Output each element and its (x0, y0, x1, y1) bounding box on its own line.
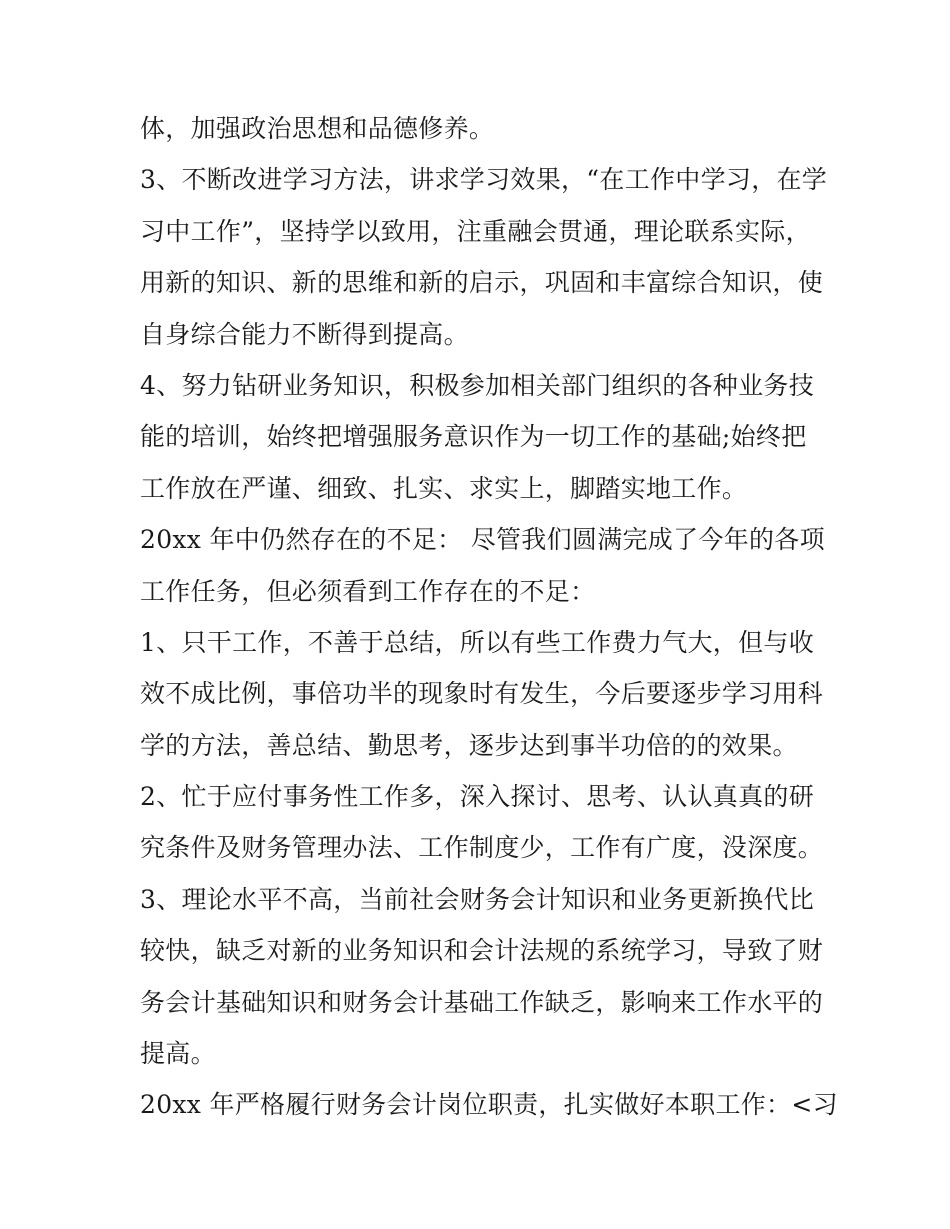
text-line: 提高。 (140, 1039, 216, 1069)
text-line: 用新的知识、新的思维和新的启示，巩固和丰富综合知识，使 (140, 268, 824, 298)
text-line: 工作放在严谨、细致、扎实、求实上，脚踏实地工作。 (140, 473, 748, 503)
text-line: 体，加强政治思想和品德修养。 (140, 114, 495, 143)
text-line: 20xx 年中仍然存在的不足： 尽管我们圆满完成了今年的各项 (140, 525, 825, 555)
text-line: 能的培训，始终把增强服务意识作为一切工作的基础;始终把 (140, 422, 807, 452)
text-line: 学的方法，善总结、勤思考，逐步达到事半功倍的的效果。 (140, 730, 798, 760)
text-line: 3、理论水平不高，当前社会财务会计知识和业务更新换代比 (140, 884, 815, 914)
text-line: 1、只干工作，不善于总结，所以有些工作费力气大，但与收 (140, 627, 815, 657)
text-line: 效不成比例，事倍功半的现象时有发生，今后要逐步学习用科 (140, 679, 824, 709)
document-body (140, 103, 838, 1131)
text-line: 务会计基础知识和财务会计基础工作缺乏，影响来工作水平的 (140, 987, 824, 1017)
text-line: 习中工作”，坚持学以致用，注重融会贯通，理论联系实际， (140, 216, 811, 246)
text-line: 较快，缺乏对新的业务知识和会计法规的系统学习，导致了财 (140, 936, 824, 966)
text-line: 究条件及财务管理办法、工作制度少，工作有广度，没深度。 (140, 833, 824, 863)
text-line: 工作任务，但必须看到工作存在的不足： (140, 576, 596, 606)
text-line: 4、努力钻研业务知识，积极参加相关部门组织的各种业务技 (140, 370, 815, 400)
text-line: 2、忙于应付事务性工作多，深入探讨、思考、认认真真的研 (140, 782, 815, 812)
text-line: 3、不断改进学习方法，讲求学习效果，“在工作中学习，在学 (140, 165, 828, 195)
text-line: 20xx 年严格履行财务会计岗位职责，扎实做好本职工作：<习 (140, 1090, 838, 1120)
text-line: 自身综合能力不断得到提高。 (140, 319, 469, 349)
